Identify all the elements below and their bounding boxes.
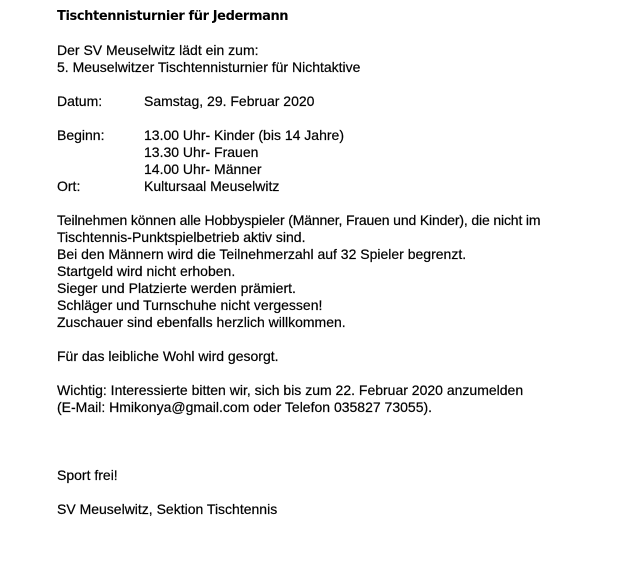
start-time-men: 14.00 Uhr- Männer <box>144 161 262 177</box>
spacer <box>57 76 632 93</box>
intro-line-1: Der SV Meuselwitz lädt ein zum: <box>57 42 259 58</box>
date-row <box>57 93 632 110</box>
date-value: Samstag, 29. Februar 2020 <box>144 93 315 109</box>
closing-greeting: Sport frei! <box>57 467 118 483</box>
info-line: Tischtennis-Punktspielbetrieb aktiv sind. <box>57 229 306 245</box>
info-line: Teilnehmen können alle Hobbyspieler (Männer, Frauen und Kinder), die nicht im <box>57 212 541 228</box>
location-value: Kultursaal Meuselwitz <box>144 178 280 194</box>
document-title: Tischtennisturnier für Jedermann <box>57 9 289 24</box>
spacer <box>57 195 632 212</box>
start-time-women: 13.30 Uhr- Frauen <box>144 144 259 160</box>
document-page <box>57 8 632 518</box>
info-line: Zuschauer sind ebenfalls herzlich willkommen. <box>57 314 346 330</box>
label-placeholder <box>57 144 144 161</box>
info-line: Bei den Männern wird die Teilnehmerzahl auf 32 Spieler begrenzt. <box>57 246 467 262</box>
spacer <box>57 450 632 467</box>
spacer <box>57 484 632 501</box>
spacer <box>57 433 632 450</box>
start-label: Beginn: <box>57 127 105 143</box>
intro-line-2: 5. Meuselwitzer Tischtennisturnier für Nichtaktive <box>57 59 361 75</box>
info-line: Sieger und Platzierte werden prämiert. <box>57 280 296 296</box>
info-line: Startgeld wird nicht erhoben. <box>57 263 236 279</box>
start-row-2 <box>57 144 632 161</box>
registration-line-1: Wichtig: Interessierte bitten wir, sich bis zum 22. Februar 2020 anzumelden <box>57 382 524 398</box>
start-row-1 <box>57 127 632 144</box>
location-label: Ort: <box>57 178 81 194</box>
spacer <box>57 331 632 348</box>
signature: SV Meuselwitz, Sektion Tischtennis <box>57 501 278 517</box>
spacer <box>57 416 632 433</box>
start-time-children: 13.00 Uhr- Kinder (bis 14 Jahre) <box>144 127 344 143</box>
registration-line-2: (E-Mail: Hmikonya@gmail.com oder Telefon 035827 73055). <box>57 399 433 415</box>
spacer <box>57 365 632 382</box>
spacer <box>57 25 632 42</box>
info-line: Schläger und Turnschuhe nicht vergessen! <box>57 297 323 313</box>
catering-note: Für das leibliche Wohl wird gesorgt. <box>57 348 279 364</box>
date-label: Datum: <box>57 93 103 109</box>
start-row-3 <box>57 161 632 178</box>
spacer <box>57 110 632 127</box>
label-placeholder <box>57 161 144 178</box>
location-row <box>57 178 632 195</box>
